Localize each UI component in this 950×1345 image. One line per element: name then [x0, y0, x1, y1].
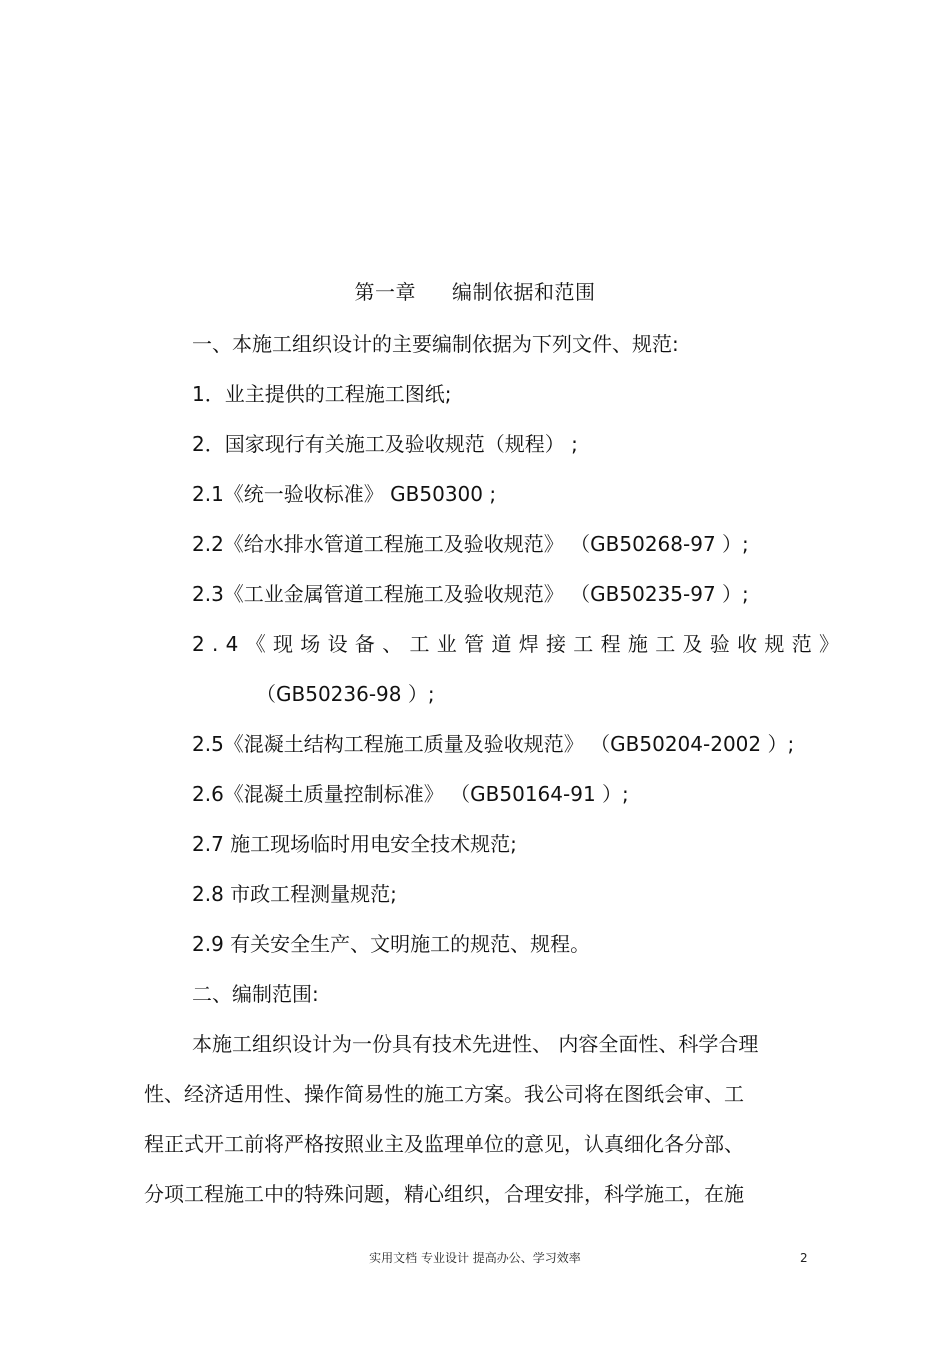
paragraph-line-3: 程正式开工前将严格按照业主及监理单位的意见，认真细化各分部、 — [144, 1132, 744, 1156]
list-item-2-1: 2.1《统一验收标准》 GB50300 ; — [192, 482, 497, 506]
chapter-number: 第一章 — [354, 280, 416, 304]
list-item-2-2: 2.2《给水排水管道工程施工及验收规范》 （GB50268-97 ）; — [192, 532, 749, 556]
list-item-1: 1．业主提供的工程施工图纸; — [192, 382, 452, 406]
paragraph-line-1: 本施工组织设计为一份具有技术先进性、 内容全面性、科学合理 — [192, 1032, 759, 1056]
list-item-2-4: 2.4《现场设备、工业管道焊接工程施工及验收规范》 — [192, 632, 847, 656]
page-number: 2 — [800, 1251, 808, 1265]
list-item-2-8: 2.8 市政工程测量规范; — [192, 882, 397, 906]
section-2-heading: 二、编制范围: — [192, 982, 319, 1006]
list-item-2-4-code: （GB50236-98 ）; — [256, 682, 435, 706]
list-item-2: 2．国家现行有关施工及验收规范（规程） ; — [192, 432, 578, 456]
list-item-2-6: 2.6《混凝土质量控制标准》 （GB50164-91 ）; — [192, 782, 629, 806]
paragraph-line-4: 分项工程施工中的特殊问题，精心组织，合理安排，科学施工，在施 — [144, 1182, 744, 1206]
paragraph-line-2: 性、经济适用性、操作简易性的施工方案。我公司将在图纸会审、工 — [144, 1082, 744, 1106]
list-item-2-3: 2.3《工业金属管道工程施工及验收规范》 （GB50235-97 ）; — [192, 582, 749, 606]
list-item-2-9: 2.9 有关安全生产、文明施工的规范、规程。 — [192, 932, 591, 956]
chapter-title: 编制依据和范围 — [452, 280, 596, 304]
list-item-2-5: 2.5《混凝土结构工程施工质量及验收规范》 （GB50204-2002 ）; — [192, 732, 795, 756]
list-item-2-7: 2.7 施工现场临时用电安全技术规范; — [192, 832, 517, 856]
section-1-heading: 一、本施工组织设计的主要编制依据为下列文件、规范: — [192, 332, 679, 356]
footer-text: 实用文档 专业设计 提高办公、学习效率 — [369, 1251, 581, 1265]
chapter-heading — [0, 279, 950, 305]
